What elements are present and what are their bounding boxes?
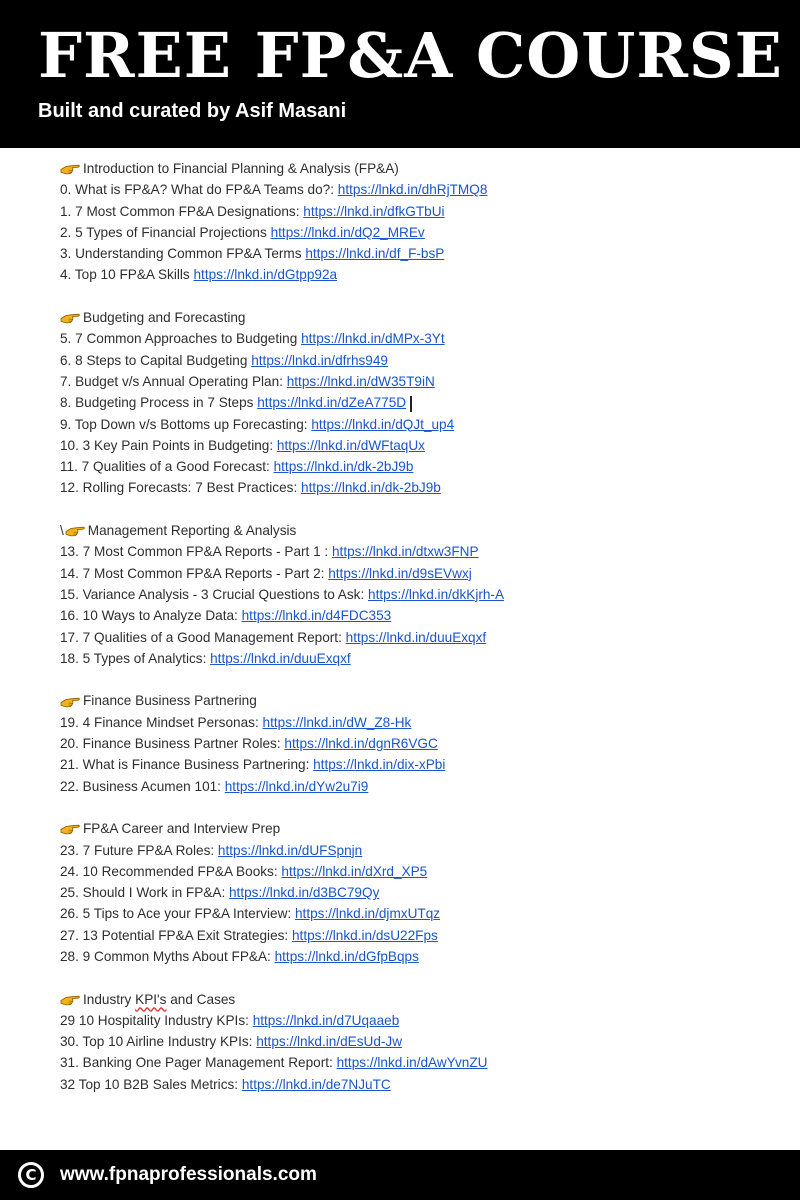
item-text: 8. Budgeting Process in 7 Steps xyxy=(60,395,254,411)
item-text: 32 Top 10 B2B Sales Metrics: xyxy=(60,1076,239,1092)
list-item xyxy=(60,861,780,882)
heading-text-before: Industry xyxy=(83,991,136,1007)
item-text: 9. Top Down v/s Bottoms up Forecasting: xyxy=(60,416,308,432)
item-link[interactable]: https://lnkd.in/dEsUd-Jw xyxy=(256,1034,403,1050)
list-item xyxy=(60,201,780,222)
heading-text-after: and Cases xyxy=(166,991,236,1007)
section-heading xyxy=(60,690,780,711)
item-text: 16. 10 Ways to Analyze Data: xyxy=(60,608,238,624)
item-text: 25. Should I Work in FP&A: xyxy=(60,885,226,901)
item-link[interactable]: https://lnkd.in/dYw2u7i9 xyxy=(224,778,369,794)
list-item xyxy=(60,946,780,967)
item-link[interactable]: https://lnkd.in/dfrhs949 xyxy=(251,352,388,368)
item-text: 31. Banking One Pager Management Report: xyxy=(60,1055,333,1071)
item-text: 3. Understanding Common FP&A Terms xyxy=(60,246,302,262)
section-heading xyxy=(60,818,780,839)
list-item xyxy=(60,477,780,498)
item-link[interactable]: https://lnkd.in/dQ2_MREv xyxy=(270,224,425,240)
list-item xyxy=(60,222,780,243)
text-cursor xyxy=(410,396,412,412)
list-item xyxy=(60,1052,780,1073)
list-item xyxy=(60,350,780,371)
list-item xyxy=(60,605,780,626)
pointing-hand-icon xyxy=(60,695,80,708)
list-item xyxy=(60,733,780,754)
item-link[interactable]: https://lnkd.in/dQJt_up4 xyxy=(311,416,455,432)
item-link[interactable]: https://lnkd.in/dGtpp92a xyxy=(193,267,338,283)
section-business-partnering xyxy=(60,690,780,796)
section-heading-label: Finance Business Partnering xyxy=(83,693,257,709)
header-banner xyxy=(0,0,800,148)
item-text: 4. Top 10 FP&A Skills xyxy=(60,267,190,283)
item-link[interactable]: https://lnkd.in/d4FDC353 xyxy=(241,608,392,624)
item-link[interactable]: https://lnkd.in/dkKjrh-A xyxy=(368,586,505,602)
list-item xyxy=(60,179,780,200)
page-subtitle: Built and curated by Asif Masani xyxy=(38,100,347,122)
list-item xyxy=(60,584,780,605)
item-text: 13. 7 Most Common FP&A Reports - Part 1 : xyxy=(60,544,329,560)
item-text: 12. Rolling Forecasts: 7 Best Practices: xyxy=(60,480,298,496)
item-link[interactable]: https://lnkd.in/dW_Z8-Hk xyxy=(262,714,412,730)
copyright-icon: C xyxy=(18,1162,44,1188)
list-item xyxy=(60,392,780,413)
list-item xyxy=(60,776,780,797)
item-link[interactable]: https://lnkd.in/d7Uqaaeb xyxy=(252,1012,400,1028)
item-link[interactable]: https://lnkd.in/dGfpBqps xyxy=(274,948,419,964)
list-item xyxy=(60,563,780,584)
item-link[interactable]: https://lnkd.in/dUFSpnjn xyxy=(217,842,363,858)
section-heading-label xyxy=(83,989,235,1010)
item-text: 0. What is FP&A? What do FP&A Teams do?: xyxy=(60,182,335,198)
heading-kpi-word: KPI's xyxy=(135,991,167,1007)
item-text: 17. 7 Qualities of a Good Management Report: xyxy=(60,629,342,645)
item-text: 18. 5 Types of Analytics: xyxy=(60,650,211,666)
item-text: 6. 8 Steps to Capital Budgeting xyxy=(60,352,248,368)
item-link[interactable]: https://lnkd.in/dZeA775D xyxy=(257,395,407,411)
website-url[interactable]: www.fpnaprofessionals.com xyxy=(60,1164,317,1185)
list-item xyxy=(60,414,780,435)
course-content xyxy=(60,158,780,1116)
item-text: 10. 3 Key Pain Points in Budgeting: xyxy=(60,437,274,453)
pointing-hand-icon xyxy=(60,162,80,175)
section-heading xyxy=(60,989,780,1010)
item-text: 1. 7 Most Common FP&A Designations: xyxy=(60,203,300,219)
item-text: 27. 13 Potential FP&A Exit Strategies: xyxy=(60,927,289,943)
section-heading-label: Management Reporting & Analysis xyxy=(87,523,297,539)
item-link[interactable]: https://lnkd.in/dgnR6VGC xyxy=(284,736,438,752)
list-item xyxy=(60,541,780,562)
item-link[interactable]: https://lnkd.in/dk-2bJ9b xyxy=(301,480,441,496)
list-item xyxy=(60,1031,780,1052)
pointing-hand-icon xyxy=(65,524,85,537)
list-item xyxy=(60,627,780,648)
item-text: 14. 7 Most Common FP&A Reports - Part 2: xyxy=(60,565,325,581)
section-introduction xyxy=(60,158,780,286)
item-link[interactable]: https://lnkd.in/djmxUTqz xyxy=(295,906,441,922)
list-item xyxy=(60,754,780,775)
section-heading xyxy=(60,307,780,328)
list-item xyxy=(60,243,780,264)
item-link[interactable]: https://lnkd.in/dix-xPbi xyxy=(313,757,446,773)
section-heading xyxy=(60,520,780,541)
list-item xyxy=(60,648,780,669)
item-text: 30. Top 10 Airline Industry KPIs: xyxy=(60,1034,253,1050)
section-heading-label: FP&A Career and Interview Prep xyxy=(83,821,281,837)
item-text: 21. What is Finance Business Partnering: xyxy=(60,757,310,773)
list-item xyxy=(60,840,780,861)
section-management-reporting xyxy=(60,520,780,669)
section-industry-kpis xyxy=(60,989,780,1095)
item-text: 22. Business Acumen 101: xyxy=(60,778,221,794)
section-heading-label: Budgeting and Forecasting xyxy=(83,310,246,326)
page-title: FREE FP&A COURSE xyxy=(38,19,783,92)
item-link[interactable]: https://lnkd.in/dAwYvnZU xyxy=(336,1055,488,1071)
list-item xyxy=(60,328,780,349)
list-item xyxy=(60,1010,780,1031)
list-item xyxy=(60,925,780,946)
item-link[interactable]: https://lnkd.in/dtxw3FNP xyxy=(331,544,479,560)
item-link[interactable]: https://lnkd.in/df_F-bsP xyxy=(305,246,445,262)
item-link[interactable]: https://lnkd.in/dW35T9iN xyxy=(286,373,435,389)
item-text: 26. 5 Tips to Ace your FP&A Interview: xyxy=(60,906,292,922)
item-link[interactable]: https://lnkd.in/dsU22Fps xyxy=(291,927,438,943)
list-item xyxy=(60,882,780,903)
item-text: 2. 5 Types of Financial Projections xyxy=(60,224,267,240)
item-text: 29 10 Hospitality Industry KPIs: xyxy=(60,1012,249,1028)
item-link[interactable]: https://lnkd.in/de7NJuTC xyxy=(241,1076,391,1092)
item-text: 20. Finance Business Partner Roles: xyxy=(60,736,281,752)
section-career-interview xyxy=(60,818,780,967)
section-budgeting xyxy=(60,307,780,499)
item-link[interactable]: https://lnkd.in/d9sEVwxj xyxy=(328,565,472,581)
item-text: 11. 7 Qualities of a Good Forecast: xyxy=(60,459,270,475)
item-link[interactable]: https://lnkd.in/dfkGTbUi xyxy=(303,203,445,219)
list-item xyxy=(60,456,780,477)
item-text: 19. 4 Finance Mindset Personas: xyxy=(60,714,259,730)
item-text: 23. 7 Future FP&A Roles: xyxy=(60,842,215,858)
list-item xyxy=(60,903,780,924)
footer-bar xyxy=(0,1150,800,1200)
list-item xyxy=(60,1074,780,1095)
item-link[interactable]: https://lnkd.in/dhRjTMQ8 xyxy=(337,182,488,198)
section-heading xyxy=(60,158,780,179)
item-text: 28. 9 Common Myths About FP&A: xyxy=(60,948,271,964)
list-item xyxy=(60,712,780,733)
heading-prefix: \ xyxy=(60,523,64,539)
pointing-hand-icon xyxy=(60,311,80,324)
section-heading-label: Introduction to Financial Planning & Analysis (FP&A) xyxy=(83,161,399,176)
item-text: 15. Variance Analysis - 3 Crucial Questions to Ask: xyxy=(60,586,365,602)
item-link[interactable]: https://lnkd.in/duuExqxf xyxy=(345,629,487,645)
item-text: 24. 10 Recommended FP&A Books: xyxy=(60,863,278,879)
list-item xyxy=(60,371,780,392)
list-item xyxy=(60,264,780,285)
item-link[interactable]: https://lnkd.in/d3BC79Qy xyxy=(229,885,380,901)
item-link[interactable]: https://lnkd.in/dXrd_XP5 xyxy=(281,863,428,879)
item-link[interactable]: https://lnkd.in/duuExqxf xyxy=(210,650,351,666)
item-link[interactable]: https://lnkd.in/dMPx-3Yt xyxy=(301,331,445,347)
item-text: 7. Budget v/s Annual Operating Plan: xyxy=(60,373,283,389)
item-text: 5. 7 Common Approaches to Budgeting xyxy=(60,331,298,347)
item-link[interactable]: https://lnkd.in/dWFtaqUx xyxy=(276,437,425,453)
item-link[interactable]: https://lnkd.in/dk-2bJ9b xyxy=(273,459,414,475)
pointing-hand-icon xyxy=(60,993,80,1006)
pointing-hand-icon xyxy=(60,822,80,835)
list-item xyxy=(60,435,780,456)
